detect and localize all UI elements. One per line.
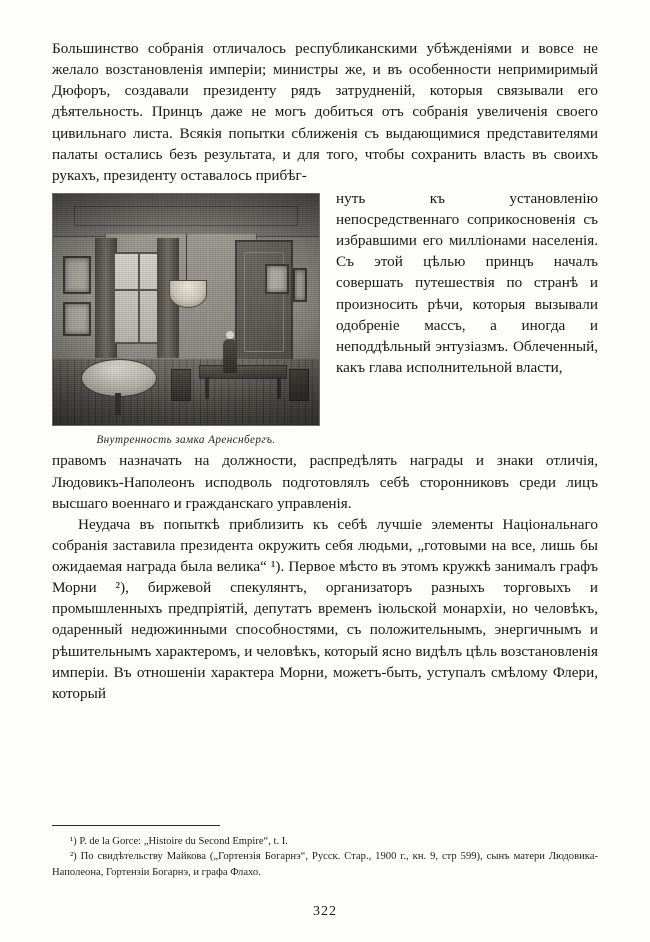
paragraph-1-after-figure: правомъ назначать на должности, распредѣлять награды и знаки отличія, Людовикъ-Наполеонъ исподволь подготовлялъ себѣ сторонниковъ среди лицъ высшаго военнаго и гражданскаго управленія. bbox=[52, 452, 598, 512]
figure-caption: Внутренность замка Аренснбергъ. bbox=[96, 433, 276, 446]
figure-illustration bbox=[52, 193, 320, 449]
paragraph-1: Большинство собранія отличалось республиканскими убѣжденіями и вовсе не желало возстановленія имперіи; министры же, и въ особенности непримиримый Дюфоръ, создавали президенту рядъ затрудненій, которыя связывали его дѣятельность. Принцъ даже не могъ добиться отъ собранія увеличенія своего цивильнаго листа. Всякія попытки сближенія съ выдающимися представителями палаты остались безъ результата, и для того, чтобы сохранить власть въ своихъ рукахъ, президенту оставалось прибѣг- bbox=[52, 40, 598, 184]
page-number: 322 bbox=[313, 904, 337, 919]
footnote-separator-rule bbox=[52, 825, 220, 826]
footnotes-block bbox=[52, 825, 598, 880]
engraving-scene bbox=[53, 194, 319, 425]
paragraph-1-continued: нуть къ установленію непосредственнаго соприкосновенія съ избравшими его милліонами населенія. Съ этой цѣлью принцъ началъ совершать путешествія по странѣ и произносить рѣчи, которыя вызывали одобреніе массъ, а иногда и неподдѣльный энтузіазмъ. Облеченный, какъ глава исполнительной власти, bbox=[336, 189, 598, 376]
paragraph-2: Неудача въ попыткѣ приблизить къ себѣ лучшіе элементы Національнаго собранія заставила президента окружить себя людьми, „готовыми на все, лишь бы ожидаемая награда была велика“ ¹). Первое мѣсто въ этомъ кружкѣ занималъ графъ Морни ²), биржевой спекулянтъ, организаторъ разныхъ торговыхъ и промышленныхъ предпріятій, депутатъ временъ іюльской монархіи, но человѣкъ, одаренный недюжинными способностями, съ положительнымъ, энергичнымъ и рѣшительнымъ характеромъ, и человѣкъ, который ясно видѣлъ цѣль возстановленія имперіи. Въ отношеніи характера Морни, можетъ-быть, уступалъ смѣлому Флери, который bbox=[52, 515, 598, 702]
footnote-1: ¹) P. de la Gorce: „Histoire du Second Empire“, t. I. bbox=[70, 835, 288, 847]
footnote-2: ²) По свидѣтельству Майкова („Гортензія Богарнэ“, Русск. Стар., 1900 г., кн. 9, стр 599), сынъ матери Людовика-Наполеона, Гортензіи Богарнэ, и графа Флахо. bbox=[52, 851, 598, 878]
engraving-image bbox=[52, 193, 320, 426]
page-body bbox=[52, 38, 598, 704]
engraving-vignette bbox=[53, 194, 319, 425]
